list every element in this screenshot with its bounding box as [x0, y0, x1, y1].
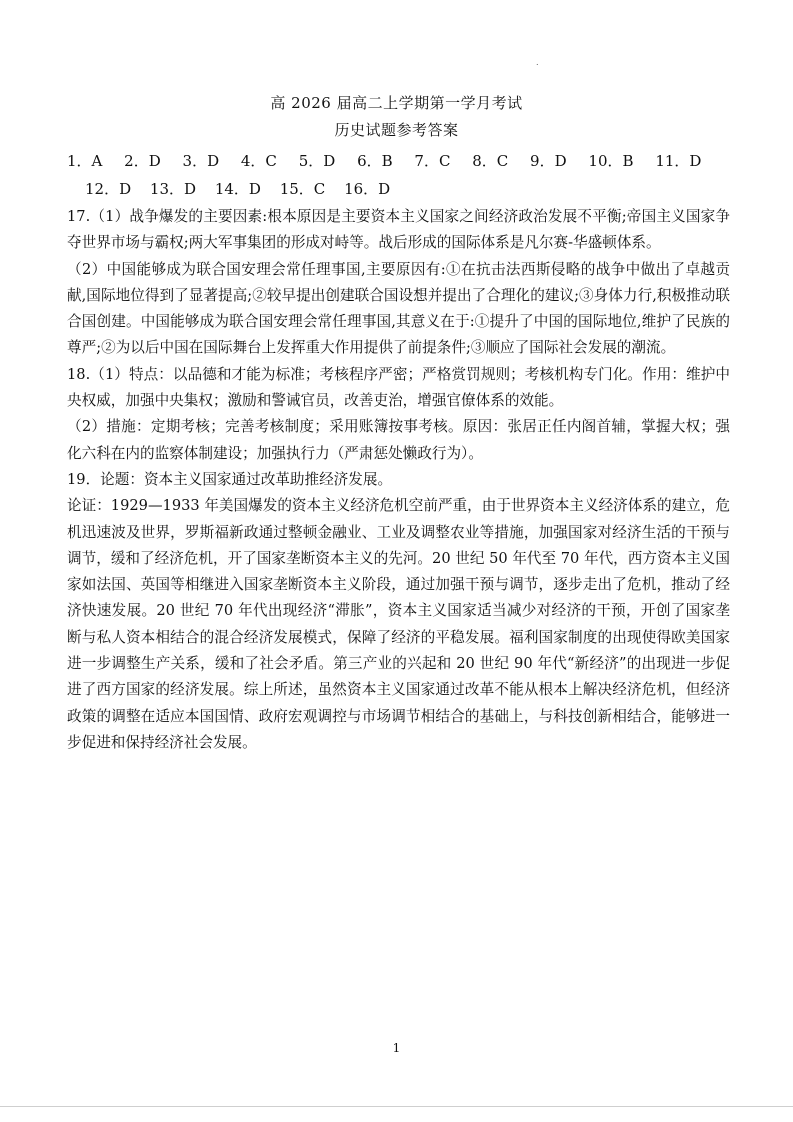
- q19-argument: 论证：1929—1933 年美国爆发的资本主义经济危机空前严重，由于世界资本主义经济体系的建立，危机迅速波及世界，罗斯福新政通过整顿金融业、工业及调整农业等措施，加强国家对经济生活的干预与调节，缓和了经济危机，开了国家垄断资本主义的先河。20 世纪 50 年代至 70 年代，西方资本主义国家如法国、英国等相继进入国家垄断资本主义阶段，通过加强干预与调节，逐步走出了危机，推动了经济快速发展。20 世纪 70 年代出现经济“滞胀”，资本主义国家适当减少对经济的干预，开创了国家垄断与私人资本相结合的混合经济发展模式，保障了经济的平稳发展。福利国家制度的出现使得欧美国家进一步调整生产关系，缓和了社会矛盾。第三产业的兴起和 20 世纪 90 年代“新经济”的出现进一步促进了西方国家的经济发展。综上所述，虽然资本主义国家通过改革不能从根本上解决经济危机，但经济政策的调整在适应本国国情、政府宏观调控与市场调节相结合的基础上，与科技创新相结合，能够进一步促进和保持经济社会发展。: [67, 497, 730, 751]
- answer-item: 1．A: [67, 152, 103, 170]
- answer-item: 15．C: [279, 180, 326, 198]
- exam-title: 高 2026 届高二上学期第一学月考试: [270, 94, 523, 112]
- answer-item: 6．B: [357, 152, 393, 170]
- bottom-divider: [0, 1106, 793, 1107]
- answer-item: 16．D: [344, 180, 391, 198]
- q18-part1-answer: 18.（1）特点：以品德和才能为标准；考核程序严密；严格赏罚规则；考核机构专门化。作用：维护中央权威，加强中央集权；激励和警诫官员，改善吏治，增强官僚体系的效能。: [67, 365, 730, 410]
- answer-item: 7．C: [414, 152, 451, 170]
- answer-item: 11．D: [655, 152, 702, 170]
- answer-item: 9．D: [530, 152, 567, 170]
- answers-row-1: [67, 147, 737, 175]
- q17-part2-answer: （2）中国能够成为联合国安理会常任理事国,主要原因有:①在抗击法西斯侵略的战争中做出了卓越贡献,国际地位得到了显著提高;②较早提出创建联合国设想并提出了合理化的建议;③身体力行,积极推动联合国创建。中国能够成为联合国安理会常任理事国,其意义在于:①提升了中国的国际地位,维护了民族的尊严;②为以后中国在国际舞台上发挥重大作用提供了前提条件;③顺应了国际社会发展的潮流。: [67, 260, 730, 357]
- q19-thesis: 19．论题：资本主义国家通过改革助推经济发展。: [67, 470, 393, 488]
- multiple-choice-answers: [67, 147, 737, 203]
- answer-item: 14．D: [214, 180, 261, 198]
- answers-row-2: [67, 175, 737, 203]
- q17-part1-answer: 17.（1）战争爆发的主要因素:根本原因是主要资本主义国家之间经济政治发展不平衡;帝国主义国家争夺世界市场与霸权;两大军事集团的形成对峙等。战后形成的国际体系是凡尔赛-华盛顿体系。: [67, 208, 730, 252]
- answer-item: 10．B: [588, 152, 634, 170]
- answer-item: 2．D: [124, 152, 161, 170]
- q18-part2-answer: （2）措施：定期考核；完善考核制度；采用账簿按事考核。原因：张居正任内阁首辅，掌握大权；强化六科在内的监察体制建设；加强执行力（严肃惩处懒政行为）。: [67, 418, 730, 462]
- answer-item: 13．D: [149, 180, 197, 198]
- top-mark: .: [536, 58, 539, 67]
- answer-item: 4．C: [240, 152, 277, 170]
- answer-item: 8．C: [472, 152, 509, 170]
- answer-body: [67, 204, 730, 756]
- answer-item: 3．D: [182, 152, 220, 170]
- page-number: 1: [392, 1041, 401, 1055]
- answer-item: 12．D: [85, 180, 132, 198]
- answer-key-title: 历史试题参考答案: [334, 121, 459, 139]
- answer-item: 5．D: [298, 152, 336, 170]
